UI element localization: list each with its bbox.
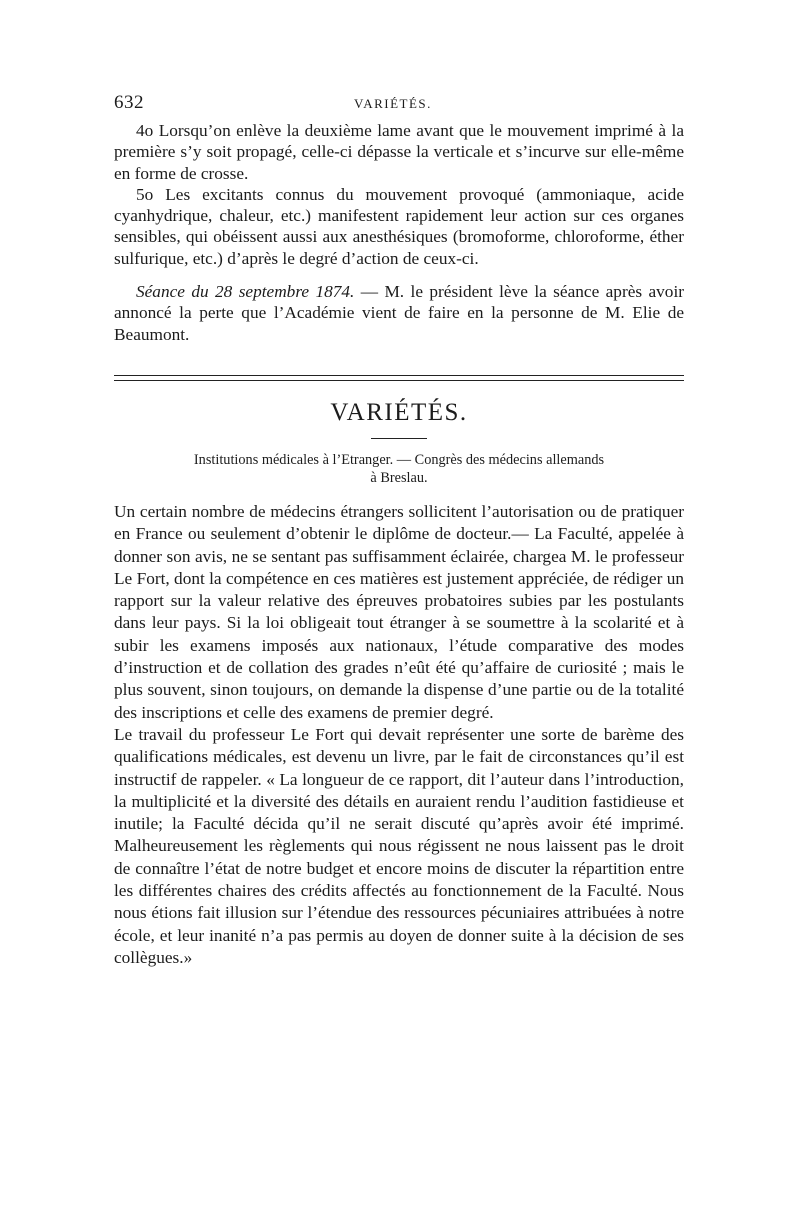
book-page xyxy=(114,92,684,969)
body-paragraph-1: Un certain nombre de médecins étrangers sollicitent l’autorisation ou de pratiquer en France ou seulement d’obtenir le diplôme de docteur.— La Faculté, appelée à donner son avis, ne se sentant pas suffisamment éclairée, chargea M. le professeur Le Fort, dont la compétence en ces matières est justement appréciée, de rédiger un rapport sur la valeur relative des épreuves probatoires subies par les postulants dans leur pays. Si la loi obligeait tout étranger à se soumettre à la scolarité et à subir les examens imposés aux nationaux, l’étude comparative des modes d’instruction et de collation des grades n’eût été qu’affaire de curiosité ; mais le plus souvent, sinon toujours, on demande la dispense d’une partie ou de la totalité des inscriptions et celle des examens de premier degré. xyxy=(114,501,684,722)
section-divider xyxy=(114,375,684,381)
paragraph-item-5: 5o Les excitants connus du mouvement provoqué (ammoniaque, acide cyanhydrique, chaleur, etc.) manifestent rapidement leur action sur ces organes sensibles, qui obéissent aussi aux anesthésiques (bromoforme, chloroforme, éther sulfurique, etc.) d’après le degré d’action de ceux-ci. xyxy=(114,184,684,268)
seance-paragraph xyxy=(114,281,684,345)
article-body xyxy=(114,501,684,969)
seance-text: — M. le président lève la séance après avoir annoncé la perte que l’Académie vient de faire en la personne de M. Elie de Beaumont. xyxy=(114,282,684,344)
section-title: VARIÉTÉS. xyxy=(330,398,468,426)
running-head: VARIÉTÉS. xyxy=(354,96,432,111)
paragraph-item-4: 4o Lorsqu’on enlève la deuxième lame avant que le mouvement imprimé à la première s’y soit propagé, celle-ci dépasse la verticale et s’incurve sur elle-même en forme de crosse. xyxy=(114,121,684,183)
title-underline xyxy=(371,438,427,439)
seance-label: Séance du 28 septembre 1874. xyxy=(136,282,355,302)
article-subtitle xyxy=(114,451,684,487)
page-number: 632 xyxy=(114,92,144,113)
subtitle-line-2: à Breslau. xyxy=(370,469,428,486)
body-paragraph-2: Le travail du professeur Le Fort qui devait représenter une sorte de barème des qualifications médicales, est devenu un livre, par le fait de circonstances qu’il est instructif de rappeler. « La longueur de ce rapport, dit l’auteur dans l’introduction, la multiplicité et la diversité des détails en auraient rendu l’audition fastidieuse et inutile; la Faculté décida qu’il ne serait discuté qu’après avoir été imprimé. Malheureusement les règlements qui nous régissent ne nous laissent pas le droit de connaître l’état de notre budget et encore moins de discuter la répartition entre les différentes chaires des crédits affectés au fonctionnement de la Faculté. Nous nous étions fait illusion sur l’étendue des ressources pécuniaires attribuées à notre école, et leur inanité n’a pas permis au doyen de donner suite à la décision de ses collègues.» xyxy=(114,724,684,967)
page-header xyxy=(114,92,684,118)
intro-section xyxy=(114,120,684,269)
subtitle-line-1: Institutions médicales à l’Etranger. — Congrès des médecins allemands xyxy=(193,451,605,468)
